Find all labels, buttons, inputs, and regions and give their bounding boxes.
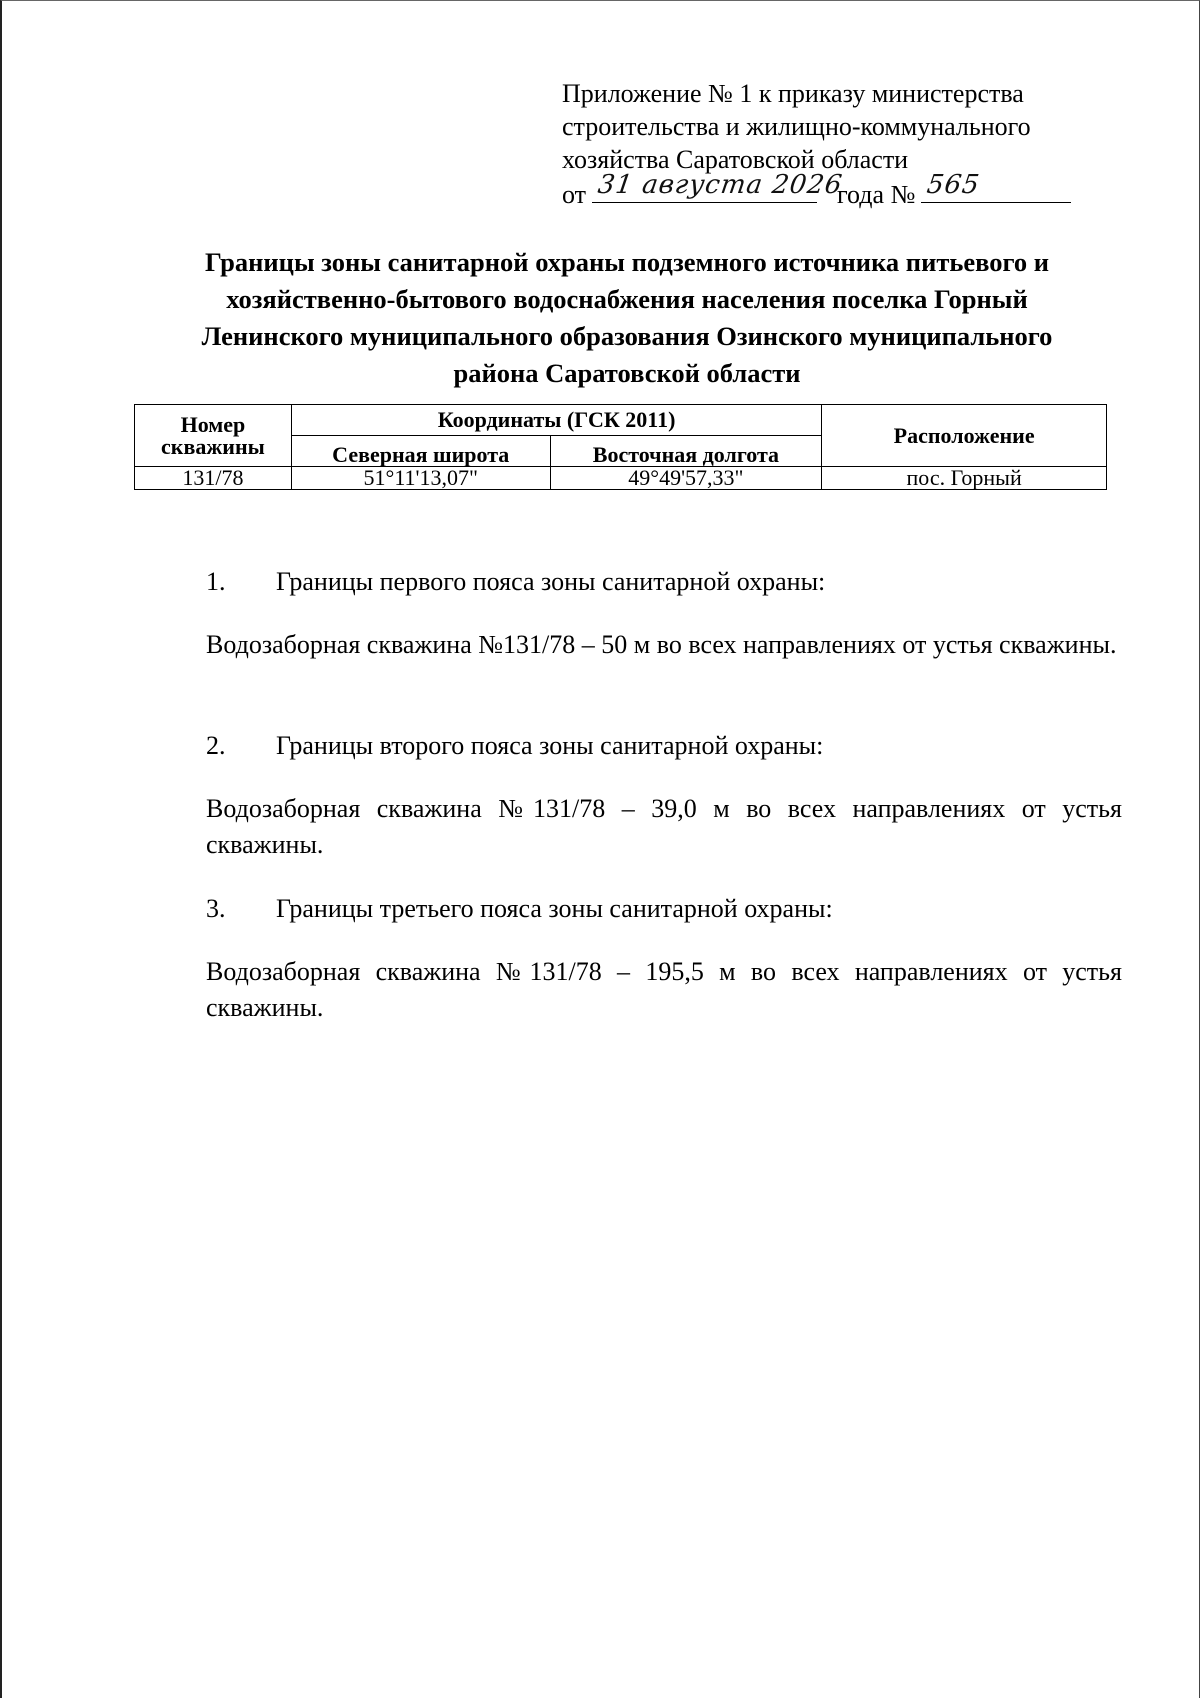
appendix-line-2: строительства и жилищно-коммунального xyxy=(562,112,1031,141)
title-line-4: района Саратовской области xyxy=(453,358,801,388)
cell-latitude: 51°11'13,07" xyxy=(291,467,550,490)
order-date-line xyxy=(562,170,1102,211)
coordinates-table xyxy=(134,404,1107,490)
section-1-heading-text: Границы первого пояса зоны санитарной охраны: xyxy=(276,567,826,596)
header-coordinates: Координаты (ГСК 2011) xyxy=(291,405,821,436)
title-line-2: хозяйственно-бытового водоснабжения населения поселка Горный xyxy=(226,284,1028,314)
section-1-number: 1. xyxy=(206,567,226,596)
section-1 xyxy=(132,567,1122,663)
section-3-text: Водозаборная скважина №131/78 – 195,5 м во всех направлениях от устья скважины. xyxy=(206,957,1122,1022)
cell-well-number: 131/78 xyxy=(135,467,292,490)
section-3 xyxy=(132,894,1122,1026)
year-number-label: года № xyxy=(837,180,916,209)
table-row xyxy=(135,467,1107,490)
document-title xyxy=(152,244,1102,392)
section-1-heading xyxy=(132,567,1122,597)
section-3-number: 3. xyxy=(206,894,226,923)
table-header-row xyxy=(135,405,1107,436)
cell-location: пос. Горный xyxy=(822,467,1107,490)
number-blank xyxy=(921,170,1071,203)
section-2-text: Водозаборная скважина №131/78 – 39,0 м во всех направлениях от устья скважины. xyxy=(206,794,1122,859)
date-blank xyxy=(592,170,845,203)
section-3-heading-text: Границы третьего пояса зоны санитарной охраны: xyxy=(276,894,833,923)
appendix-line-3: хозяйства Саратовской области xyxy=(562,145,909,174)
header-location: Расположение xyxy=(822,405,1107,467)
section-3-heading xyxy=(132,894,1122,924)
section-2-heading-text: Границы второго пояса зоны санитарной охраны: xyxy=(276,731,824,760)
header-well-number xyxy=(135,405,292,467)
section-2 xyxy=(132,731,1122,863)
handwritten-number: 565 xyxy=(925,170,983,200)
cell-longitude: 49°49'57,33" xyxy=(550,467,822,490)
from-label: от xyxy=(562,180,587,209)
title-line-3: Ленинского муниципального образования Озинского муниципального xyxy=(201,321,1053,351)
section-1-text: Водозаборная скважина №131/78 – 50 м во всех направлениях от устья скважины. xyxy=(206,630,1117,659)
header-latitude: Северная широта xyxy=(291,436,550,467)
section-2-heading xyxy=(132,731,1122,761)
appendix-line-1: Приложение № 1 к приказу министерства xyxy=(562,79,1024,108)
section-2-number: 2. xyxy=(206,731,226,760)
handwritten-date: 31 августа 2026 xyxy=(595,170,845,200)
header-longitude: Восточная долгота xyxy=(550,436,822,467)
header-well-number-line-2: скважины xyxy=(161,433,265,459)
header-well-number-line-1: Номер xyxy=(180,411,246,437)
appendix-header xyxy=(562,77,1102,211)
title-line-1: Границы зоны санитарной охраны подземного источника питьевого и xyxy=(204,247,1050,277)
